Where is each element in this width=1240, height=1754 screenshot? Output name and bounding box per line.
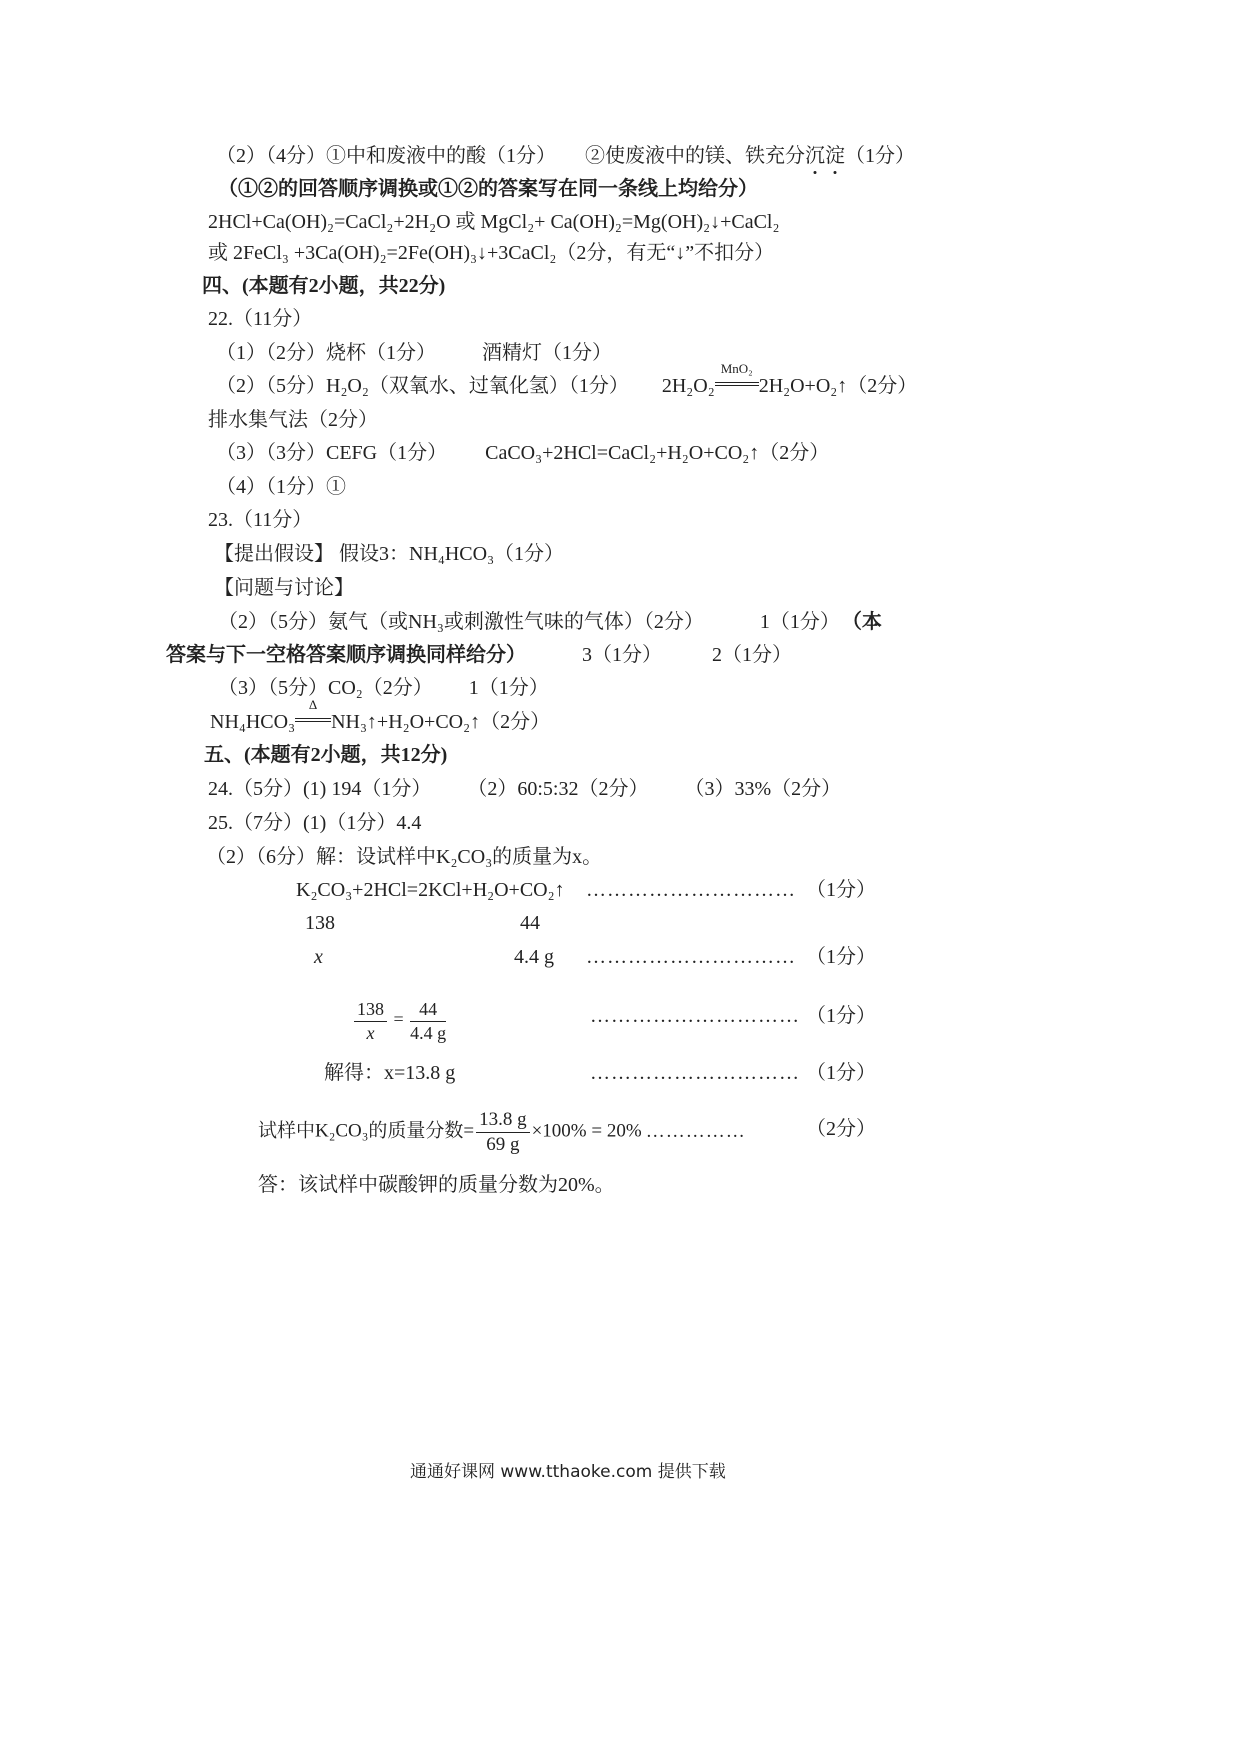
calc-solve: 解得：x=13.8 g	[324, 1062, 456, 1084]
calc-variable-mass: 4.4 g	[514, 946, 554, 968]
calc-dots-3: …………………………	[590, 1005, 800, 1027]
q22-line-3: 排水集气法（2分）	[208, 409, 378, 431]
q22-line-2: （2）（5分）H₂O₂（双氧水、过氧化氢）（1分） 2H₂O₂ MnO₂ 2H₂O+O₂↑（2分）	[216, 361, 918, 397]
calc-dots-1: …………………………	[586, 879, 796, 901]
q23-hypothesis: 【提出假设】 假设3：NH₄HCO₃（1分）	[214, 543, 565, 565]
q22-line-4: （3）（3分）CEFG（1分） CaCO₃+2HCl=CaCl₂+H₂O+CO₂↑（2分）	[216, 442, 830, 464]
calc-dots-4: …………………………	[590, 1062, 800, 1084]
calc-proportion: $\frac{138}{x}$ = $\frac{44}{4.4 g}$	[352, 998, 448, 1044]
q25-part2-intro: （2）（6分）解：设试样中K₂CO₃的质量为x。	[206, 846, 603, 868]
calc-percentage: 试样中K₂CO₃的质量分数= $\frac{13.8 g}{69 g}$ ×100% = 20% ……………	[258, 1109, 746, 1155]
calc-molar-mass-1: 138	[305, 912, 335, 934]
calc-molar-mass-2: 44	[520, 912, 540, 934]
q22-line-1: （1）（2分）烧杯（1分） 酒精灯（1分）	[216, 342, 612, 364]
q21-equation-2: 或 2FeCl₃ +3Ca(OH)₂=2Fe(OH)₃↓+3CaCl₂（2分，有无“↓”不扣分）	[208, 242, 775, 264]
calc-dots-2: …………………………	[586, 946, 796, 968]
q22-equation-mno2: 2H₂O₂ MnO₂ 2H₂O+O₂↑（2分）	[661, 361, 918, 397]
q21-part2-second: ②使废液中的镁、铁充分沉淀（1分）	[585, 145, 915, 167]
q24-line: 24.（5分）(1) 194（1分） （2）60:5:32（2分） （3）33%（2分）	[208, 778, 842, 800]
calc-score-2: （1分）	[806, 946, 876, 968]
q23-discussion: 【问题与讨论】	[214, 577, 354, 599]
section-5-title: 五、(本题有2小题，共12分)	[204, 744, 448, 766]
q23-title: 23.（11分）	[208, 509, 313, 531]
section-4-title: 四、(本题有2小题，共22分)	[202, 275, 446, 297]
q21-part2-line	[216, 146, 915, 166]
q25-line: 25.（7分）(1)（1分）4.4	[208, 812, 422, 834]
calc-score-5: （2分）	[806, 1118, 876, 1140]
calc-score-4: （1分）	[806, 1062, 876, 1084]
calc-answer: 答：该试样中碳酸钾的质量分数为20%。	[258, 1174, 615, 1196]
calc-equation: K₂CO₃+2HCl=2KCl+H₂O+CO₂↑	[296, 879, 565, 901]
q23-equation: NH₄HCO₃ Δ NH₃↑+H₂O+CO₂↑（2分）	[210, 697, 551, 733]
q21-part2-head: （2）（4分）①中和废液中的酸（1分）	[216, 145, 556, 167]
calc-score-3: （1分）	[806, 1005, 876, 1027]
q23-part2-line-2: 答案与下一空格答案顺序调换同样给分） 3（1分） 2（1分）	[166, 644, 792, 666]
q22-title: 22.（11分）	[208, 308, 313, 330]
q21-note: （①②的回答顺序调换或①②的答案写在同一条线上均给分）	[218, 178, 758, 200]
q23-part3-line: （3）（5分）CO₂（2分） 1（1分）	[218, 677, 549, 699]
calc-variable-x: x	[314, 946, 323, 968]
q21-equation-1: 2HCl+Ca(OH)₂=CaCl₂+2H₂O 或 MgCl₂+ Ca(OH)₂=Mg(OH)₂↓+CaCl₂	[208, 211, 780, 233]
q22-line-5: （4）（1分）①	[216, 476, 346, 498]
page-footer: 通通好课网 www.tthaoke.com 提供下载	[410, 1462, 726, 1482]
q23-part2-line: （2）（5分）氨气（或NH₃或刺激性气味的气体）（2分） 1（1分） （本	[218, 611, 882, 633]
calc-score-1: （1分）	[806, 879, 876, 901]
